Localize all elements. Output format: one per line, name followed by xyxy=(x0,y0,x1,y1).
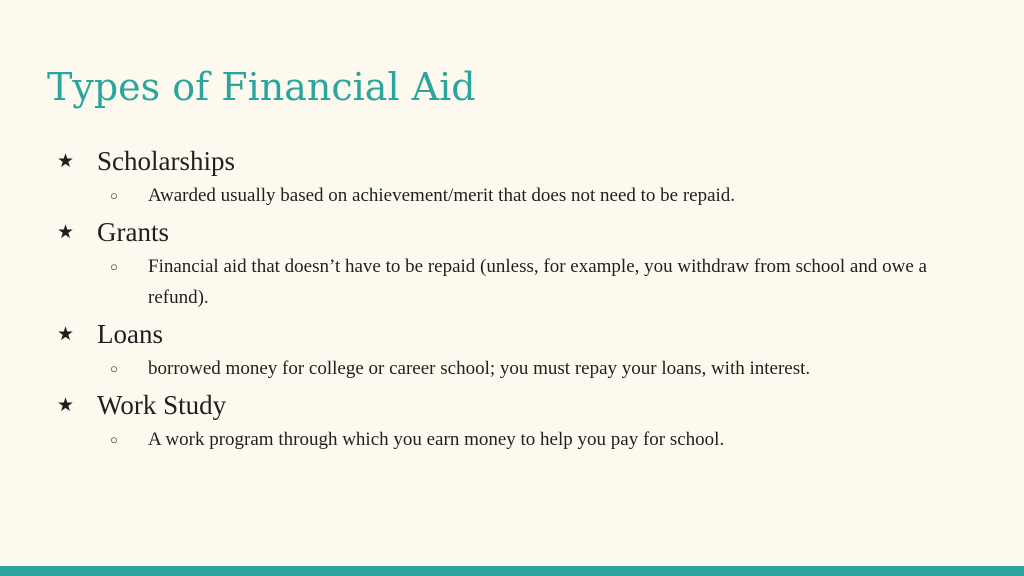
sub-item-scholarships xyxy=(0,180,1024,211)
item-heading: Scholarships xyxy=(97,146,235,176)
sub-item-grants xyxy=(0,251,1024,313)
list-item-work-study xyxy=(0,386,1024,424)
item-heading: Grants xyxy=(97,217,169,247)
slide-title: Types of Financial Aid xyxy=(47,65,476,109)
item-detail: Awarded usually based on achievement/merit that does not need to be repaid. xyxy=(148,185,736,206)
circle-bullet-icon: ○ xyxy=(110,361,118,376)
item-heading: Work Study xyxy=(97,390,227,420)
circle-bullet-icon: ○ xyxy=(110,432,118,447)
circle-bullet-icon: ○ xyxy=(110,259,118,274)
item-detail: Financial aid that doesn’t have to be repaid (unless, for example, you withdraw from school and owe a refund). xyxy=(148,256,927,308)
star-bullet-icon: ★ xyxy=(57,221,75,243)
circle-bullet-icon: ○ xyxy=(110,188,118,203)
star-bullet-icon: ★ xyxy=(57,323,75,345)
star-bullet-icon: ★ xyxy=(57,150,75,172)
sub-item-loans xyxy=(0,353,1024,384)
list-item-grants xyxy=(0,213,1024,251)
bullet-list xyxy=(0,142,1024,457)
list-item-scholarships xyxy=(0,142,1024,180)
list-item-loans xyxy=(0,315,1024,353)
accent-bar xyxy=(0,566,1024,576)
star-bullet-icon: ★ xyxy=(57,394,75,416)
sub-item-work-study xyxy=(0,424,1024,455)
item-heading: Loans xyxy=(97,319,163,349)
item-detail: borrowed money for college or career school; you must repay your loans, with interest. xyxy=(148,358,811,379)
item-detail: A work program through which you earn money to help you pay for school. xyxy=(148,429,725,450)
